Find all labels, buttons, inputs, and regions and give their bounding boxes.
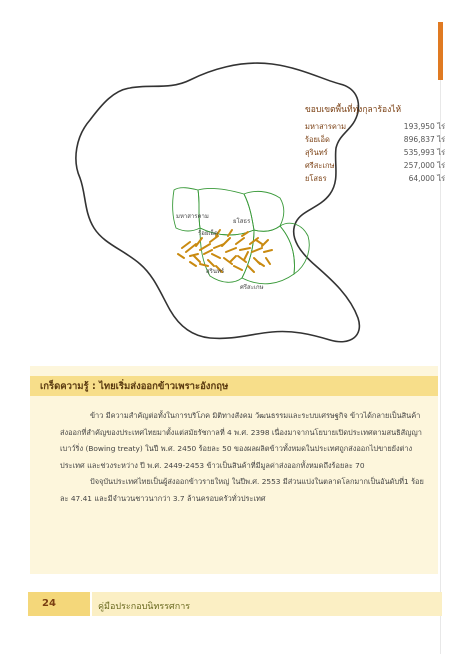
page-number: 24 xyxy=(42,598,56,609)
label-sisaket: ศรีสะเกษ xyxy=(240,284,264,291)
label-roiet: ร้อยเอ็ด xyxy=(198,230,218,237)
footer-title: คู่มือประกอบนิทรรศการ xyxy=(98,602,191,612)
info-paragraph: ปัจจุบันประเทศไทยเป็นผู้ส่งออกข้าวรายใหญ่ ในปีพ.ศ. 2553 มีส่วนแบ่งในตลาดโลกมากเป็นอันดับที่1 ร้อยละ 47.41 และมีจำนวนชาวนากว่า 3.7 ล้านครอบครัวทั่วประเทศ xyxy=(60,477,424,503)
legend-value: 257,000 ไร่ xyxy=(403,161,445,170)
label-surin: สุรินทร์ xyxy=(206,268,225,275)
map-svg xyxy=(40,40,440,370)
legend-row xyxy=(305,146,445,159)
legend-row xyxy=(305,133,445,146)
legend-value: 193,950 ไร่ xyxy=(403,122,445,131)
info-paragraph: ข้าว มีความสำคัญต่อทั้งในการบริโภค มิติทางสังคม วัฒนธรรมและระบบเศรษฐกิจ ข้าวได้กลายเป็นสินค้าส่งออกที่สำคัญของประเทศไทยมาตั้งแต่สมัยรัชกาลที่ 4 พ.ศ. 2398 เนื่องมาจากนโยบายเปิดประเทศตามสนธิสัญญาเบาว์ริ่ง (Bowing treaty) ในปี พ.ศ. 2450 ร้อยละ 50 ของผลผลิตข้าวทั้งหมดในประเทศถูกส่งออกไปขายยังต่างประเทศ และช่วงระหว่าง ปี พ.ศ. 2449-2453 ข้าวเป็นสินค้าที่มีมูลค่าส่งออกทั้งหมดถึงร้อยละ 70 xyxy=(60,411,422,470)
legend-province: ศรีสะเกษ xyxy=(305,161,335,170)
legend-province: สุรินทร์ xyxy=(305,148,328,157)
legend-row xyxy=(305,172,445,185)
info-title: เกร็ดความรู้ : ไทยเริ่มส่งออกข้าวเพราะอังกฤษ xyxy=(40,381,229,392)
area-legend xyxy=(305,102,445,185)
map xyxy=(40,40,440,370)
footer-page-box xyxy=(28,592,90,616)
province-boundary-east xyxy=(280,223,309,274)
legend-province: ยโสธร xyxy=(305,174,327,183)
info-box xyxy=(30,366,438,574)
legend-province: ร้อยเอ็ด xyxy=(305,135,330,144)
legend-title: ขอบเขตพื้นที่ทุ่งกุลาร้องไห้ xyxy=(305,105,402,115)
label-yasothon: ยโสธร xyxy=(233,218,251,225)
label-mahasarakham: มหาสารคาม xyxy=(176,213,209,220)
legend-value: 896,837 ไร่ xyxy=(403,135,445,144)
legend-row xyxy=(305,159,445,172)
rice-area xyxy=(178,230,272,272)
legend-value: 535,993 ไร่ xyxy=(403,148,445,157)
legend-row xyxy=(305,120,445,133)
province-boundary-mahasarakham xyxy=(173,188,200,231)
legend-province: มหาสารคาม xyxy=(305,122,347,131)
info-body xyxy=(60,408,425,507)
legend-value: 64,000 ไร่ xyxy=(408,174,445,183)
